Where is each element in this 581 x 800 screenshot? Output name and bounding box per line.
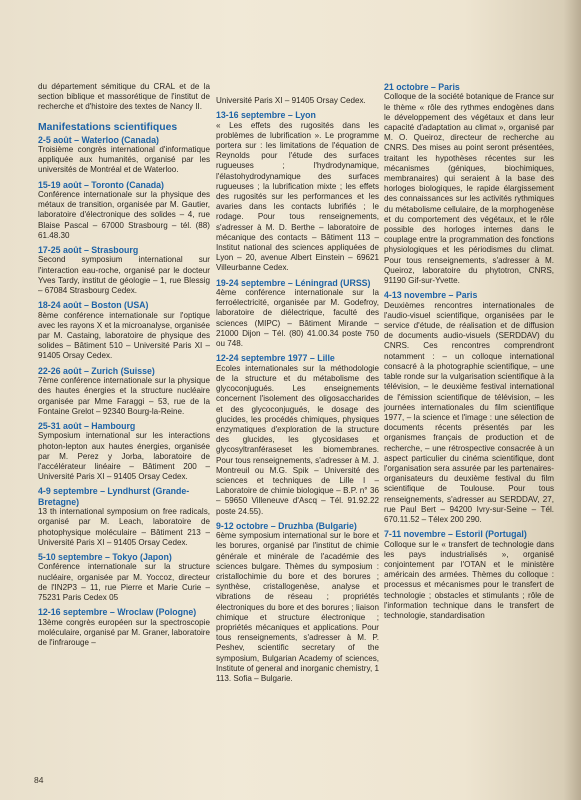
column-2 — [216, 96, 379, 688]
event-entry — [38, 607, 210, 648]
event-text: Second symposium international sur l'interaction eau-roche, organisé par le docteur Yves Tardy, institut de géologie – 1, rue Blessig – 67084 Strasbourg Cedex. — [38, 255, 210, 296]
event-text: 8ème conférence internationale sur l'optique avec les rayons X et la microanalyse, organisée par M. Castaing, laboratoire de physique des solides – Bâtiment 510 – Université Paris XI – 91405 Orsay Cedex. — [38, 310, 210, 361]
event-text: « Les effets des rugosités dans les problèmes de lubrification ». Le programme portera sur : les limitations de l'équation de Reynolds pour l'étude des surfaces rugueuses ; l'hydrodynamique, l'élastohydrodynamique des surfaces rugueuses ; la lubrification mixte ; les effets des rugosités sur les performances et les avaries dans les contacts lubrifiés ; le rodage. Pour tous renseignements, s'adresser à M. D. Berthe – laboratoire de mécanique des contacts – Bâtiment 113 – Institut national des sciences appliquées de Lyon – 20, avenue Albert Einstein – 69621 Villeurbanne Cedex. — [216, 120, 379, 273]
column-3 — [384, 82, 554, 625]
event-date: 22-26 août – Zurich (Suisse) — [38, 365, 155, 376]
event-date: 9-12 octobre – Druzhba (Bulgarie) — [216, 520, 357, 531]
column-1 — [38, 82, 210, 652]
event-text: 13 th international symposium on free radicals, organisé par M. Leach, laboratoire de photophysique moléculaire – Bâtiment 213 – Université Paris XI – 91405 Orsay Cedex. — [38, 507, 210, 547]
event-date: 15-19 août – Toronto (Canada) — [38, 179, 164, 190]
event-entry — [38, 486, 210, 548]
event-text: Colloque de la société botanique de France sur le thème « rôle des rythmes endogènes dans le développement des végétaux et dans leur capacité d'adaptation au climat », organisé par M. O. Queiroz, directeur de recherche au CNRS. Des mises au point seront présentées, traitant les hypothèses récentes sur les mécanismes (géniques, biochimiques, membranaires) qui seraient à la base des horloges biologiques, le rapide élargissement des connaissances sur les activités rythmiques du métabolisme cellulaire, de la morphogenèse et du comportement des végétaux, et le rôle possible des horloges internes dans le couplage entre la programmation des fonctions physiologiques et les périodismes du climat. Pour tous renseignements, s'adresser à M. Queiroz, laboratoire du phytotron, CNRS, 91190 Gif-sur-Yvette. — [384, 92, 554, 286]
event-text: Deuxièmes rencontres internationales de l'audio-visuel scientifique, organisées par le service d'étude, de réalisation et de diffusion de documents audio-visuels (SERDDAV) du CNRS. Ces rencontres comprendront notamment : – un colloque international consacré à la photographie scientifique, – une table ronde sur la vulgarisation scientifique à la télévision, – le deuxième festival international de l'émission scientifique de télévision, – les journées internationales du film scientifique 1977, – la science et l'image : une sélection de documents récents présentés par les organismes français de production et de recherche, – une rétrospective consacrée à un aspect particulier du cinéma scientifique, dont l'organisation sera assurée par les partenaires-organisateurs du deuxième festival du film scientifique de Toulouse. Pour tous renseignements, s'adresser au SERDDAV, 27, rue Paul Bert – 94200 Ivry-sur-Seine – Tél. 670.11.52 – Télex 200 290. — [384, 300, 554, 524]
event-entry — [38, 135, 210, 176]
event-date: 18-24 août – Boston (USA) — [38, 300, 149, 311]
event-entry — [216, 278, 379, 350]
event-entry — [216, 110, 379, 273]
event-text: Conférence internationale sur la structure nucléaire, organisée par M. Yoccoz, directeur de l'IN2P3 – 11, rue Pierre et Marie Curie – 75231 Paris Cedex 05 — [38, 562, 210, 602]
event-text: Conférence internationale sur la physique des métaux de transition, organisée par M. Gautier, laboratoire d'électronique des solides – 4, rue Blaise Pascal – 67000 Strasbourg – tél. (88) 61.48.30 — [38, 190, 210, 240]
event-entry — [216, 353, 379, 516]
event-date: 19-24 septembre – Léningrad (URSS) — [216, 277, 371, 288]
event-date: 2-5 août – Waterloo (Canada) — [38, 134, 159, 145]
event-text: 4ème conférence internationale sur la ferroélectricité, organisée par M. Godefroy, laboratoire de diélectrique, faculté des sciences (MIPC) – Bâtiment Mirande – 21000 Dijon – Tél. (80) 41.00.34 poste 750 ou 748. — [216, 288, 379, 349]
event-entry — [384, 82, 554, 286]
event-entry — [38, 421, 210, 482]
event-date: 13-16 septembre – Lyon — [216, 110, 316, 121]
event-text: Troisième congrès international d'informatique appliquée aux humanités, organisé par les universités de Montréal et de Waterloo. — [38, 145, 210, 175]
event-entry — [38, 180, 210, 241]
event-text: Ecoles internationales sur la méthodologie de la structure et du métabolisme des glycoconjugués. Les enseignements concernent l'isolement des oligosaccharides et des glycoconjugués, le dosage des glucides, les procédés chimiques, physiques enzymatiques d'exploration de la structure des glucides, les glycosidases et glycosyltranféraseset les biomembranes. Pour tous renseignements, s'adresser à M. J. Montreuil ou M.G. Spik – Université des sciences et techniques de Lille I – Laboratoire de chimie biologique – B.P. n° 36 – 59650 Villeneuve d'Ascq – Tél. 91.92.22 poste 24.55). — [216, 363, 379, 516]
event-date: 17-25 août – Strasbourg — [38, 245, 139, 256]
event-date: 4-13 novembre – Paris — [384, 290, 478, 301]
event-text: 7ème conférence internationale sur la physique des hautes énergies et la structure nucléaire organisée par Mme Faraggi – 53, rue de la Fontaine Grelot – 92340 Bourg-la-Reine. — [38, 376, 210, 416]
event-text: 13ème congrès européen sur la spectroscopie moléculaire, organisé par M. Graner, laboratoire de l'infrarouge – — [38, 617, 210, 647]
event-entry — [38, 552, 210, 603]
event-date: 12-24 septembre 1977 – Lille — [216, 353, 335, 364]
event-text: 6ème symposium international sur le bore et les borures, organisé par l'institut de chimie générale et minérale de l'académie des sciences bulgare. Thèmes du symposium : cristallochimie du bore et des borures ; synthèse, cristallogenèse, analyse et vibrations de réseau ; propriétés électroniques du bore et des borures ; liaison chimique et structure électronique ; propriétés mécaniques et applications. Pour tous renseignements, s'adresser à M. P. Peshev, scientific secretary of the symposium, Bulgarian Academy of sciences, Institute of general and inorganic chemistry, 1 113. Sofia – Bulgarie. — [216, 531, 379, 683]
page-number: 84 — [34, 775, 44, 785]
event-date: 4-9 septembre – Lyndhurst (Grande-Bretagne) — [38, 486, 190, 507]
event-entry — [38, 300, 210, 361]
event-date: 5-10 septembre – Tokyo (Japon) — [38, 551, 172, 562]
event-entry — [38, 366, 210, 417]
event-entry — [38, 245, 210, 296]
event-date: 21 octobre – Paris — [384, 82, 460, 92]
event-date: 12-16 septembre – Wroclaw (Pologne) — [38, 607, 197, 618]
event-entry — [384, 290, 554, 525]
event-entry — [216, 521, 379, 684]
section-title: Manifestations scientifiques — [38, 121, 178, 133]
event-date: 25-31 août – Hambourg — [38, 420, 136, 431]
event-text: Symposium international sur les interactions photon-lepton aux hautes énergies, organisée par M. Perez y Jorba, laboratoire de l'accélérateur linéaire – Bâtiment 200 – Université Paris XI – 91405 Orsay Cedex. — [38, 431, 210, 482]
intro-paragraph: du département sémitique du CRAL et de la section biblique et massorétique de l'institut de recherche et d'histoire des textes de Nancy II. — [38, 82, 210, 112]
event-date: 7-11 novembre – Estoril (Portugal) — [384, 529, 527, 540]
continued-text: Université Paris XI – 91405 Orsay Cedex. — [216, 96, 366, 105]
event-text: Colloque sur le « transfert de technologie dans les pays industrialisés », organisé conjointement par l'OTAN et le ministère américain des armées. Thèmes du colloque : processus et mécanismes pour le transfert de technologie ; obstacles et stimulants ; rôle de l'information technique dans le transfert de technologie, standardisation — [384, 539, 554, 620]
event-entry — [384, 529, 554, 621]
